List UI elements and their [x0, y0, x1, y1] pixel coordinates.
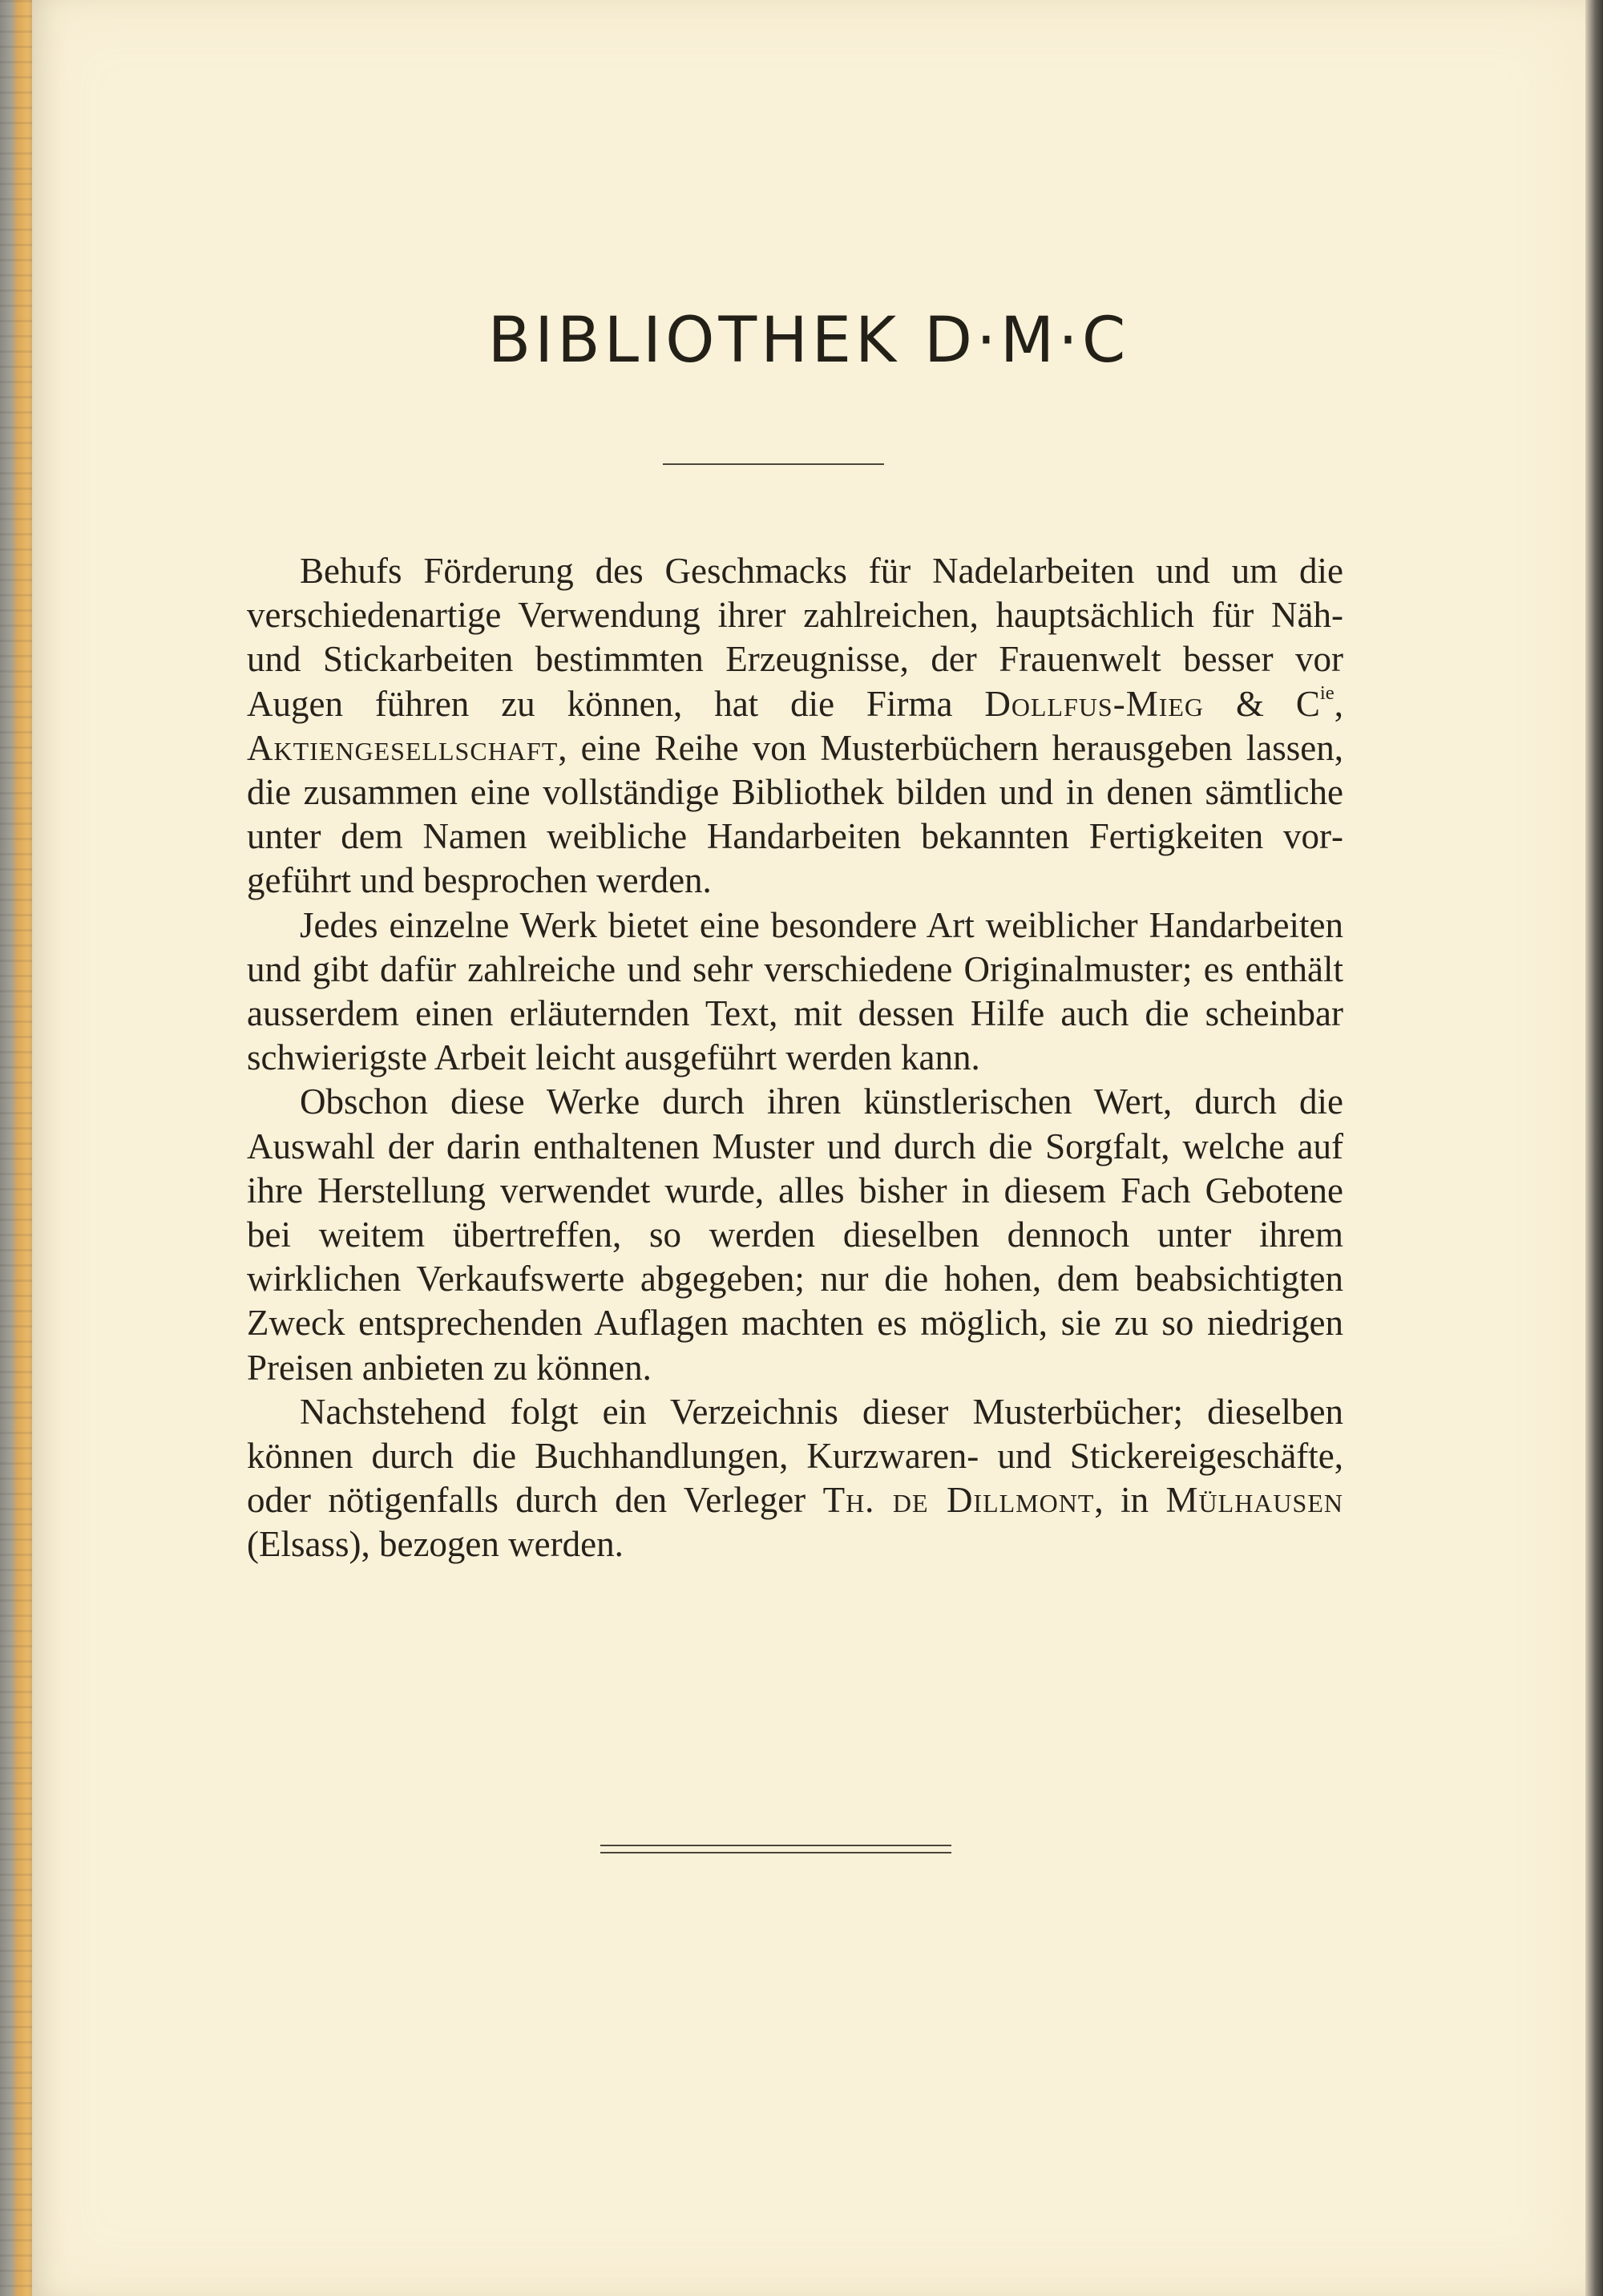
city-name: Mülhausen	[1165, 1480, 1343, 1521]
paragraph-1-text-b: , eine Reihe von Musterbüchern herausgeben lassen, die zusammen eine vollständige Bibliothek bilden und in denen sämtliche unter dem Namen weibliche Handarbeiten bekannten Fertigkeiten vorgeführt und besprochen werden.	[247, 727, 1343, 901]
paragraph-2: Jedes einzelne Werk bietet eine besondere Art weiblicher Handarbeiten und gibt dafür zahlreiche und sehr verschiedene Originalmuster; es enthält ausserdem einen erläuternden Text, mit dessen Hilfe auch die scheinbar schwierigste Arbeit leicht ausgeführt werden kann.	[247, 904, 1343, 1078]
title-divider	[663, 463, 884, 465]
firm-comma: ,	[1334, 683, 1343, 724]
book-page	[32, 0, 1585, 2296]
paragraph-1-text-a: Behufs Förderung des Geschmacks für Nadelarbeiten und um die verschiedenartige Verwendung ihrer zahlreichen, hauptsächlich für Näh- und Stickarbeiten bestimmten Erzeugnisse, der Frauenwelt besser vor Augen führen zu können, hat die Firma	[247, 551, 1343, 724]
closing-rule-lower	[600, 1852, 951, 1853]
paragraph-4-text-c: (Elsass), bezogen werden.	[247, 1524, 624, 1565]
publisher-name: Th. de Dillmont	[822, 1480, 1095, 1521]
company-type: Aktiengesellschaft	[247, 727, 559, 768]
book-spine-texture	[0, 0, 32, 2296]
firm-ampersand: & C	[1204, 683, 1320, 724]
paragraph-4-text-b: , in	[1094, 1480, 1166, 1521]
firm-superscript: ie	[1319, 681, 1334, 704]
paragraph-4	[247, 1390, 1343, 1567]
closing-rule-upper	[600, 1845, 951, 1846]
body-text	[247, 549, 1343, 1567]
page-right-edge	[1585, 0, 1603, 2296]
firm-name: Dollfus-Mieg	[984, 683, 1205, 724]
page-title: BIBLIOTHEK D·M·C	[487, 305, 1130, 377]
paragraph-3: Obschon diese Werke durch ihren künstlerischen Wert, durch die Auswahl der darin enthaltenen Muster und durch die Sorgfalt, welche auf ihre Herstellung verwendet wurde, alles bisher in diesem Fach Gebotene bei weitem übertreffen, so werden dieselben dennoch unter ihrem wirklichen Verkaufswerte abgegeben; nur die hohen, dem beabsichtigten Zweck entsprechenden Auflagen machten es möglich, sie zu so niedrigen Preisen anbieten zu können.	[247, 1081, 1343, 1388]
paragraph-1	[247, 549, 1343, 903]
paragraph-4-text-a: Nachstehend folgt ein Verzeichnis dieser Musterbücher; dieselben können durch die Buchhandlungen, Kurzwaren- und Stickereigeschäfte, oder nötigenfalls durch den Verleger	[247, 1391, 1343, 1521]
